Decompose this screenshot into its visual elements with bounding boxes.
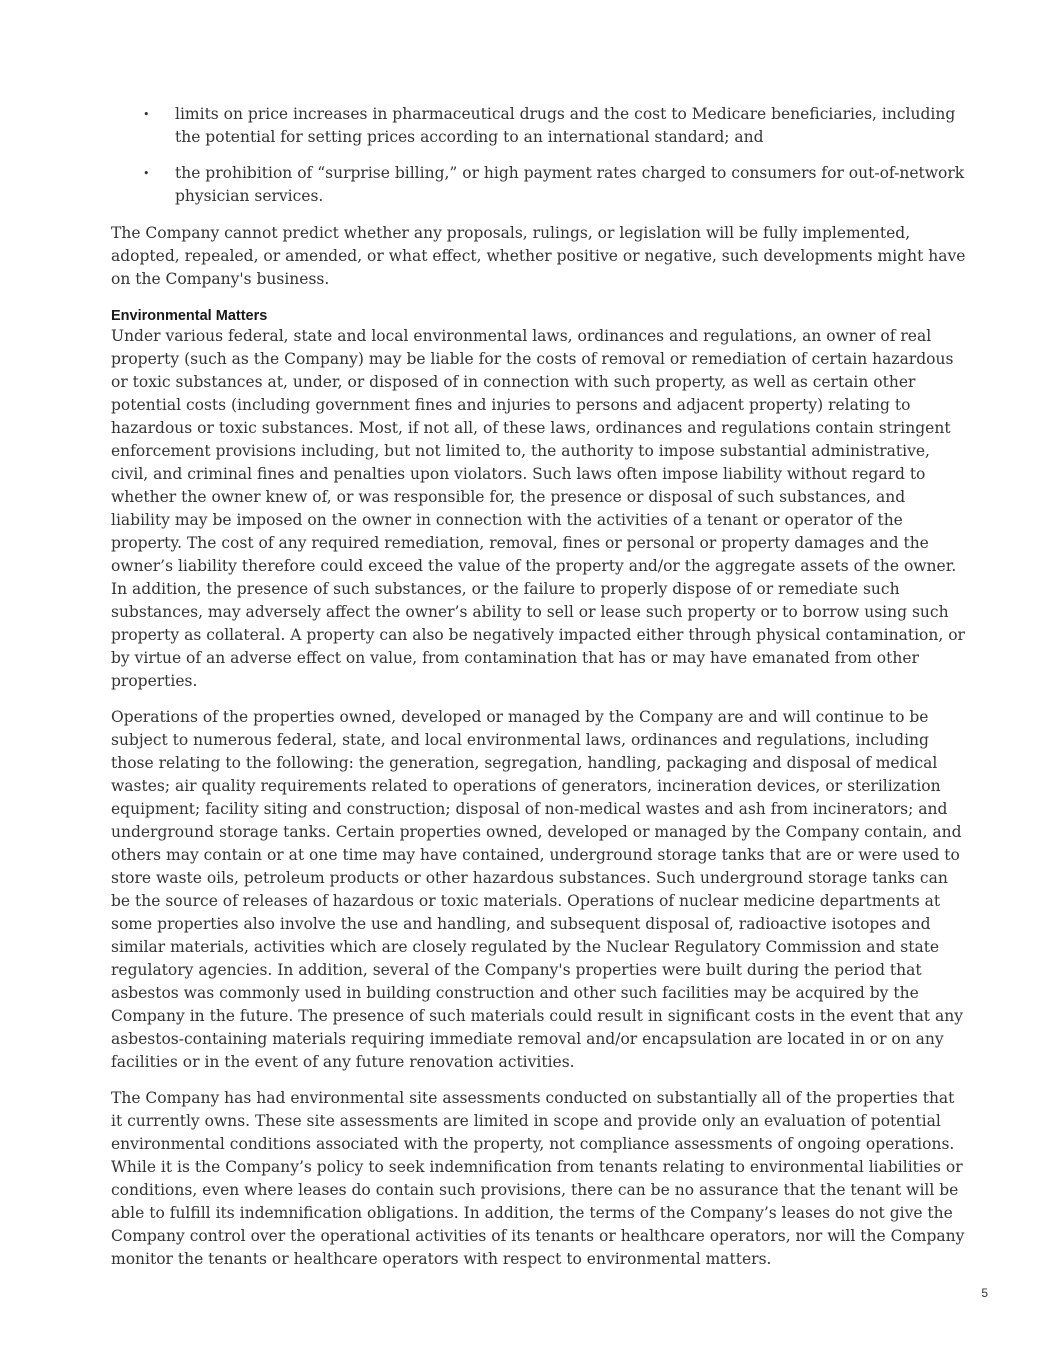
paragraph-company-predict: The Company cannot predict whether any proposals, rulings, or legislation will be fully implemented, adopted, repealed, or amended, or what effect, whether positive or negative, such developments might have on the Company's business.	[111, 224, 966, 288]
paragraph-environmental-2: Operations of the properties owned, developed or managed by the Company are and will continue to be subject to numerous federal, state, and local environmental laws, ordinances and regulations, including those relating to the following: the generation, segregation, handling, packaging and disposal of medical wastes; air quality requirements related to operations of generators, incineration devices, or sterilization equipment; facility siting and construction; disposal of non-medical wastes and ash from incinerators; and underground storage tanks. Certain properties owned, developed or managed by the Company contain, and others may contain or at one time may have contained, underground storage tanks that are or were used to store waste oils, petroleum products or other hazardous substances. Such underground storage tanks can be the source of releases of hazardous or toxic materials. Operations of nuclear medicine departments at some properties also involve the use and handling, and subsequent disposal of, radioactive isotopes and similar materials, activities which are closely regulated by the Nuclear Regulatory Commission and state regulatory agencies. In addition, several of the Company's properties were built during the period that asbestos was commonly used in building construction and other such facilities may be acquired by the Company in the future. The presence of such materials could result in significant costs in the event that any asbestos-containing materials requiring immediate removal and/or encapsulation are located in or on any facilities or in the event of any future renovation activities.	[111, 708, 963, 1071]
bullet-marker-icon: •	[143, 167, 150, 180]
bullet-marker-icon: •	[143, 108, 150, 121]
page-number: 5	[981, 1286, 988, 1300]
paragraph-environmental-1: Under various federal, state and local environmental laws, ordinances and regulations, an owner of real property (such as the Company) may be liable for the costs of removal or remediation of certain hazardous or toxic substances at, under, or disposed of in connection with such property, as well as certain other potential costs (including government fines and injuries to persons and adjacent property) relating to hazardous or toxic substances. Most, if not all, of these laws, ordinances and regulations contain stringent enforcement provisions including, but not limited to, the authority to impose substantial administrative, civil, and criminal fines and penalties upon violators. Such laws often impose liability without regard to whether the owner knew of, or was responsible for, the presence or disposal of such substances, and liability may be imposed on the owner in connection with the activities of a tenant or operator of the property. The cost of any required remediation, removal, fines or personal or property damages and the owner’s liability therefore could exceed the value of the property and/or the aggregate assets of the owner. In addition, the presence of such substances, or the failure to properly dispose of or remediate such substances, may adversely affect the owner’s ability to sell or lease such property or to borrow using such property as collateral. A property can also be negatively impacted either through physical contamination, or by virtue of an adverse effect on value, from contamination that has or may have emanated from other properties.	[111, 327, 965, 690]
bullet-text: limits on price increases in pharmaceutical drugs and the cost to Medicare beneficiaries, including the potential for setting prices according to an international standard; and	[175, 105, 956, 146]
bullet-item	[111, 162, 967, 208]
bullet-item	[111, 103, 967, 149]
section-heading-environmental-matters: Environmental Matters	[111, 308, 268, 324]
bullet-text: the prohibition of “surprise billing,” or high payment rates charged to consumers for out-of-network physician services.	[175, 164, 965, 205]
paragraph-environmental-3: The Company has had environmental site assessments conducted on substantially all of the properties that it currently owns. These site assessments are limited in scope and provide only an evaluation of potential environmental conditions associated with the property, not compliance assessments of ongoing operations. While it is the Company’s policy to seek indemnification from tenants relating to environmental liabilities or conditions, even where leases do contain such provisions, there can be no assurance that the tenant will be able to fulfill its indemnification obligations. In addition, the terms of the Company’s leases do not give the Company control over the operational activities of its tenants or healthcare operators, nor will the Company monitor the tenants or healthcare operators with respect to environmental matters.	[111, 1089, 965, 1268]
document-content	[111, 103, 967, 1284]
bullet-list	[111, 103, 967, 208]
